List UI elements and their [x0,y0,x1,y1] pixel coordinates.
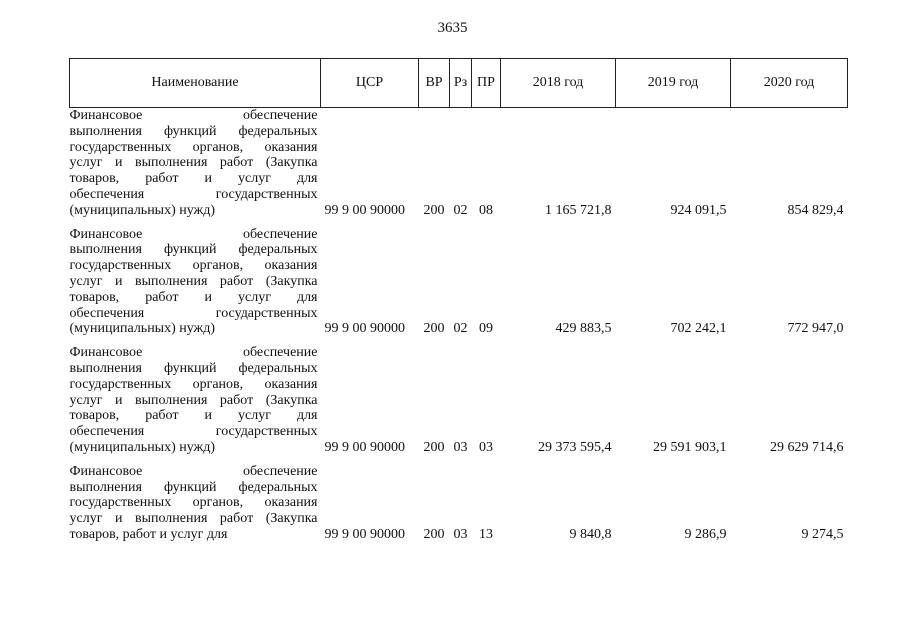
row-name-line: товаров, работ и услуг для [69,289,318,305]
row-name-line: товаров, работ и услуг для [69,526,228,542]
row-name-line: услуг и выполнения работ (Закупка [69,155,318,171]
row-vr-cell: 200 [423,202,445,218]
row-name-line: государственных органов, оказания [69,376,318,392]
row-name-line: (муниципальных) нужд) [69,202,216,218]
row-name-line: выполнения функций федеральных [69,242,318,258]
row-name-cell [70,108,321,227]
row-name-line: выполнения функций федеральных [69,360,318,376]
row-name-line: Финансовое обеспечение [69,345,318,361]
header-vr: ВР [419,59,450,108]
row-pr-cell: 08 [479,202,493,218]
table-row [70,227,848,346]
header-rz: Рз [450,59,472,108]
table-header [70,59,848,108]
row-csr-cell: 99 9 00 90000 [324,202,405,218]
row-name-line: обеспечения государственных [69,305,318,321]
row-vr-cell: 200 [423,321,445,337]
row-rz-cell: 02 [453,202,468,218]
row-2019-cell: 9 286,9 [684,526,727,542]
row-pr-cell: 03 [479,439,493,455]
row-pr-cell: 09 [479,321,493,337]
row-name-line: услуг и выполнения работ (Закупка [69,392,318,408]
row-name-line: Финансовое обеспечение [69,108,318,123]
row-csr-cell: 99 9 00 90000 [324,439,405,455]
row-name-line: услуг и выполнения работ (Закупка [69,273,318,289]
row-name-line: обеспечения государственных [69,424,318,440]
table-row [70,345,848,464]
row-vr-cell: 200 [423,439,445,455]
row-2019-cell: 702 242,1 [670,321,727,337]
row-2020-cell: 854 829,4 [787,202,844,218]
row-name-line: (муниципальных) нужд) [69,321,216,337]
row-vr-cell: 200 [423,526,445,542]
row-name-line: услуг и выполнения работ (Закупка [69,511,318,527]
header-2018: 2018 год [501,59,616,108]
row-name-line: государственных органов, оказания [69,139,318,155]
header-pr: ПР [472,59,501,108]
row-name-line: выполнения функций федеральных [69,123,318,139]
row-2020-cell: 772 947,0 [787,321,844,337]
header-csr: ЦСР [321,59,419,108]
header-2019: 2019 год [616,59,731,108]
row-2018-cell: 1 165 721,8 [545,202,612,218]
row-name-line: товаров, работ и услуг для [69,171,318,187]
row-csr-cell: 99 9 00 90000 [324,526,405,542]
row-name-line: Финансовое обеспечение [69,463,318,479]
row-name-cell [70,345,321,464]
row-2020-cell: 29 629 714,6 [770,439,844,455]
row-name-line: государственных органов, оказания [69,495,318,511]
row-2019-cell: 29 591 903,1 [653,439,727,455]
row-2018-cell: 429 883,5 [555,321,612,337]
row-pr-cell: 13 [479,526,493,542]
row-name-cell [70,227,321,346]
header-name: Наименование [70,59,321,108]
header-2020: 2020 год [731,59,848,108]
row-rz-cell: 03 [453,526,468,542]
row-rz-cell: 03 [453,439,468,455]
row-2020-cell: 9 274,5 [801,526,844,542]
row-2018-cell: 9 840,8 [569,526,612,542]
row-name-line: государственных органов, оказания [69,258,318,274]
row-2019-cell: 924 091,5 [670,202,727,218]
table-row [70,108,848,227]
row-name-line: (муниципальных) нужд) [69,439,216,455]
row-name-line: выполнения функций федеральных [69,479,318,495]
page-number: 3635 [437,20,468,36]
row-csr-cell: 99 9 00 90000 [324,321,405,337]
row-2018-cell: 29 373 595,4 [538,439,612,455]
table-row [70,464,848,551]
budget-table [69,58,848,551]
row-name-line: товаров, работ и услуг для [69,408,318,424]
row-name-line: обеспечения государственных [69,186,318,202]
row-name-line: Финансовое обеспечение [69,226,318,242]
row-name-cell [70,464,321,551]
table-body [70,108,848,551]
row-rz-cell: 02 [453,321,468,337]
